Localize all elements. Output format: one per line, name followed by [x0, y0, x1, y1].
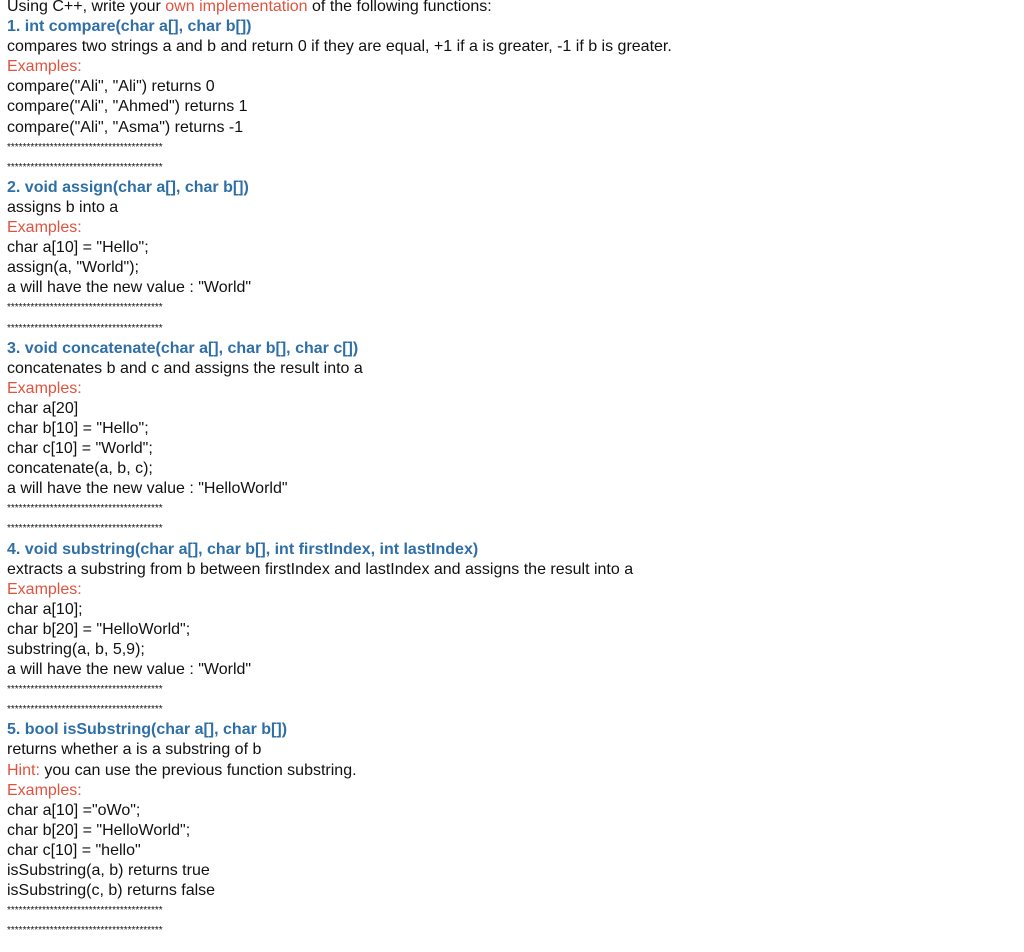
- function-section: [7, 720, 1024, 941]
- function-title: 5. bool isSubstring(char a[], char b[]): [7, 721, 288, 739]
- function-description: returns whether a is a substring of b: [7, 741, 262, 759]
- function-section: [7, 17, 1024, 178]
- separator: ****************************************: [7, 322, 163, 334]
- example-line: a will have the new value : "HelloWorld": [7, 480, 288, 498]
- function-section: [7, 178, 1024, 339]
- intro-suffix: of the following functions:: [307, 0, 492, 15]
- function-section: [7, 540, 1024, 721]
- example-line: char b[20] = "HelloWorld";: [7, 821, 191, 839]
- separator: ****************************************: [7, 503, 163, 515]
- hint-label: Hint:: [7, 761, 40, 779]
- separator: ****************************************: [7, 141, 163, 153]
- function-description: concatenates b and c and assigns the result into a: [7, 359, 363, 377]
- function-title: 4. void substring(char a[], char b[], int firstIndex, int lastIndex): [7, 540, 479, 558]
- example-line: char b[20] = "HelloWorld";: [7, 620, 191, 638]
- function-title: 3. void concatenate(char a[], char b[], char c[]): [7, 339, 359, 357]
- examples-label: Examples:: [7, 58, 82, 76]
- hint-text: you can use the previous function substring.: [39, 761, 357, 779]
- intro-highlight: own implementation: [165, 0, 308, 15]
- separator: ****************************************: [7, 302, 163, 314]
- separator: ****************************************: [7, 704, 163, 716]
- function-title: 2. void assign(char a[], char b[]): [7, 178, 249, 196]
- example-line: a will have the new value : "World": [7, 661, 252, 679]
- separator: ****************************************: [7, 905, 163, 917]
- separator: ****************************************: [7, 684, 163, 696]
- function-description: extracts a substring from b between firstIndex and lastIndex and assigns the result into a: [7, 560, 634, 578]
- example-line: compare("Ali", "Ahmed") returns 1: [7, 98, 248, 116]
- separator: ****************************************: [7, 161, 163, 173]
- example-line: isSubstring(c, b) returns false: [7, 882, 216, 900]
- example-line: char a[10] ="oWo";: [7, 801, 141, 819]
- example-line: char b[10] = "Hello";: [7, 419, 149, 437]
- example-line: compare("Ali", "Asma") returns -1: [7, 118, 244, 136]
- examples-label: Examples:: [7, 379, 82, 397]
- function-section: [7, 339, 1024, 540]
- example-line: isSubstring(a, b) returns true: [7, 862, 210, 880]
- example-line: assign(a, "World");: [7, 259, 139, 277]
- example-line: substring(a, b, 5,9);: [7, 641, 145, 658]
- function-title: 1. int compare(char a[], char b[]): [7, 18, 252, 36]
- separator: ****************************************: [7, 925, 163, 937]
- function-description: compares two strings a and b and return 0 if they are equal, +1 if a is greater, -1 if b is greater.: [7, 38, 672, 56]
- examples-label: Examples:: [7, 219, 82, 237]
- intro-prefix: Using C++, write your: [7, 0, 166, 15]
- examples-label: Examples:: [7, 781, 82, 799]
- intro-line: [7, 0, 1024, 17]
- example-line: char a[20]: [7, 399, 79, 417]
- hint-line: [7, 761, 1024, 781]
- example-line: char c[10] = "World";: [7, 440, 153, 458]
- function-description: assigns b into a: [7, 198, 119, 216]
- example-line: char a[10] = "Hello";: [7, 239, 149, 257]
- example-line: compare("Ali", "Ali") returns 0: [7, 78, 215, 96]
- function-list: [7, 17, 1024, 941]
- example-line: concatenate(a, b, c);: [7, 460, 153, 478]
- separator: ****************************************: [7, 523, 163, 535]
- examples-label: Examples:: [7, 580, 82, 598]
- example-line: char c[10] = "hello": [7, 841, 141, 859]
- example-line: a will have the new value : "World": [7, 279, 252, 297]
- example-line: char a[10];: [7, 600, 83, 618]
